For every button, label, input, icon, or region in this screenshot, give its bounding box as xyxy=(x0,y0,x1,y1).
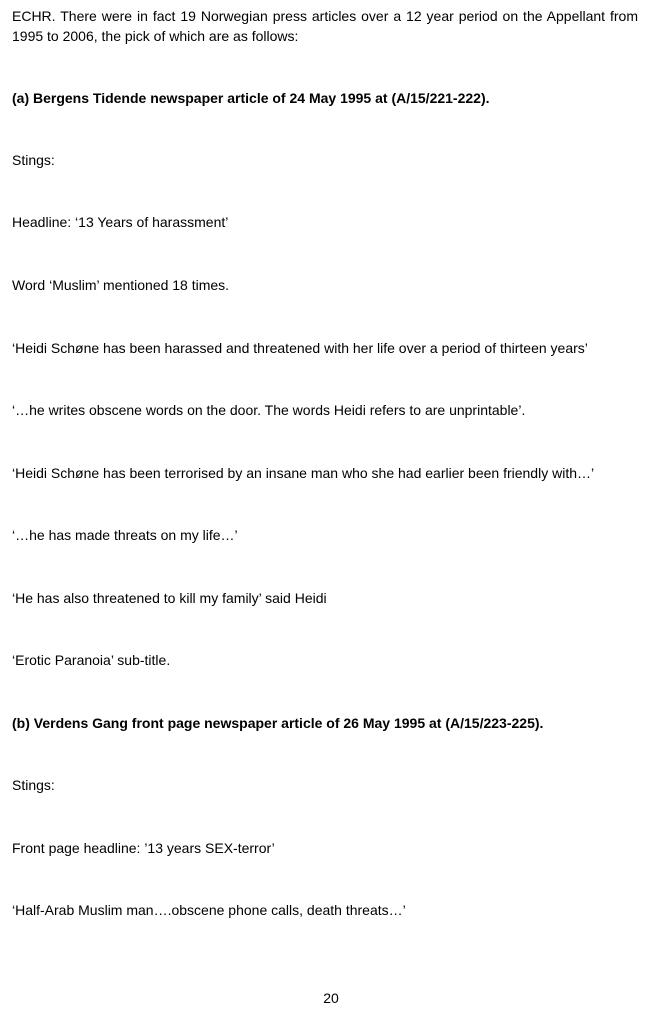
section-a-item: Word ‘Muslim’ mentioned 18 times. xyxy=(12,277,230,293)
section-a-item: ‘Heidi Schøne has been harassed and threatened with her life over a period of thirteen years’ xyxy=(12,340,588,356)
page-number: 20 xyxy=(323,990,339,1006)
section-a-item: ‘He has also threatened to kill my family’ said Heidi xyxy=(12,590,327,606)
section-b-heading: (b) Verdens Gang front page newspaper article of 26 May 1995 at (A/15/223-225). xyxy=(12,715,544,731)
section-b-item: Front page headline: ’13 years SEX-terror’ xyxy=(12,840,275,856)
section-a-item: ‘…he writes obscene words on the door. The words Heidi refers to are unprintable’. xyxy=(12,402,526,418)
section-a-item: Headline: ‘13 Years of harassment’ xyxy=(12,214,229,230)
section-a-heading: (a) Bergens Tidende newspaper article of 24 May 1995 at (A/15/221-222). xyxy=(12,90,490,106)
section-a-stings-label: Stings: xyxy=(12,152,55,168)
section-a-item: ‘Erotic Paranoia’ sub-title. xyxy=(12,652,171,668)
section-b-item: ‘Half-Arab Muslim man….obscene phone calls, death threats…’ xyxy=(12,902,406,918)
intro-paragraph: ECHR. There were in fact 19 Norwegian press articles over a 12 year period on the Appellant from 1995 to 2006, the pick of which are as follows: xyxy=(12,8,638,44)
section-a-item: ‘Heidi Schøne has been terrorised by an insane man who she had earlier been friendly with…’ xyxy=(12,465,595,481)
section-a-item: ‘…he has made threats on my life…’ xyxy=(12,527,238,543)
section-b-stings-label: Stings: xyxy=(12,777,55,793)
